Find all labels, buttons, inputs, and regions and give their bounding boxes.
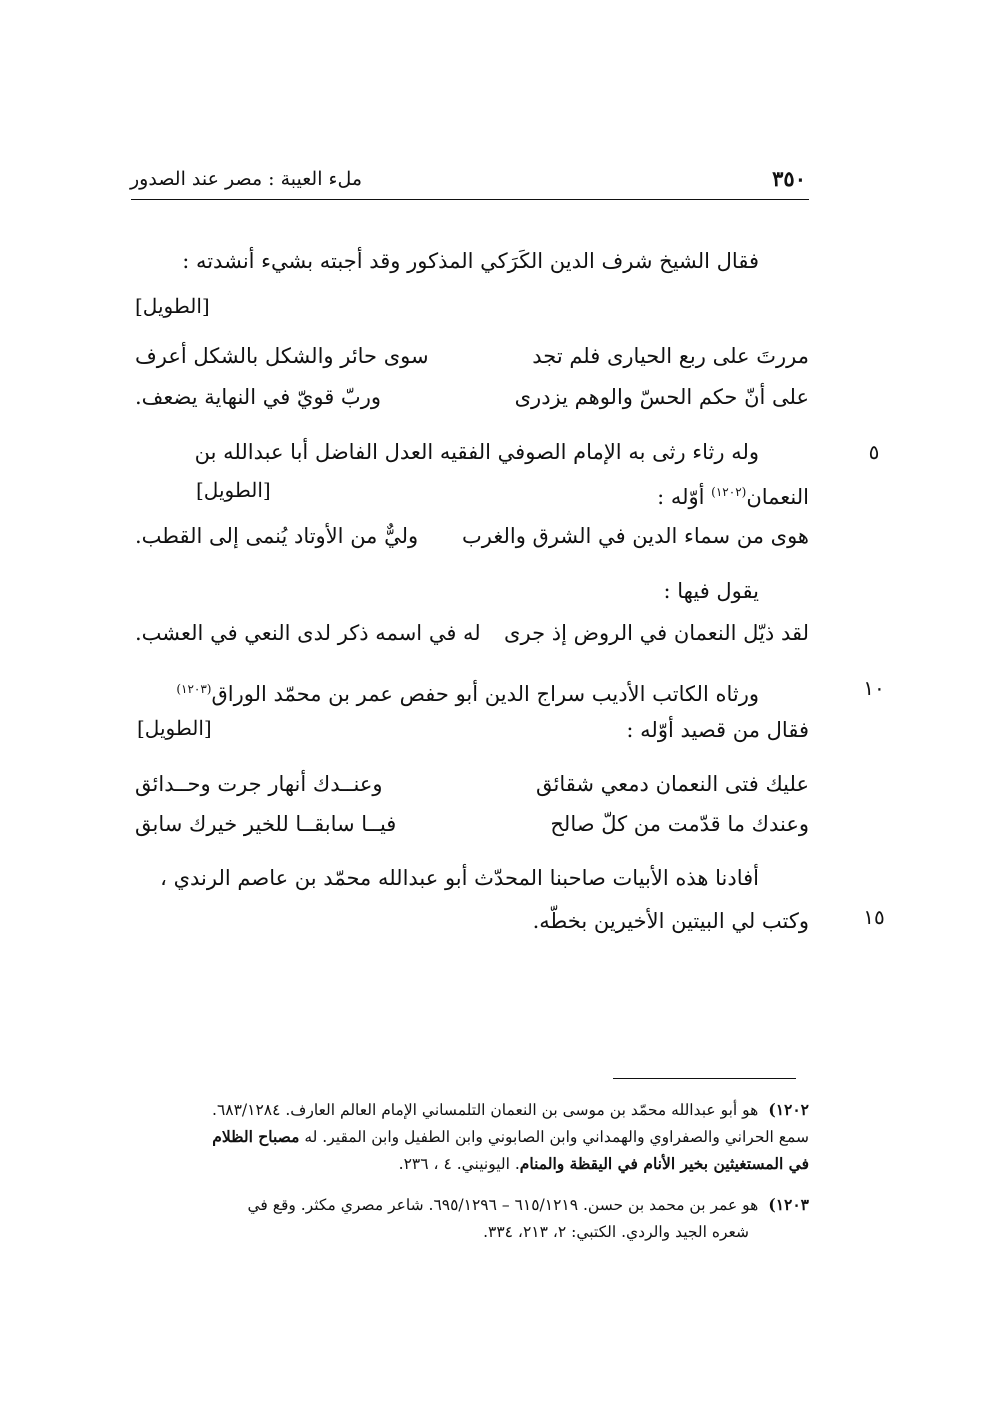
text-segment: النعمان — [746, 485, 809, 509]
book-title: في المستغيثين بخير الأنام في اليقظة والمنام — [519, 1154, 809, 1173]
hemistich-first: وعندك ما قدّمت من كلّ صالح — [550, 812, 809, 836]
verse-line — [131, 812, 809, 844]
paragraph-line: أفادنا هذه الأبيات صاحبنا المحدّث أبو عبدالله محمّد بن عاصم الرندي ، — [160, 866, 759, 890]
footnote-text: . اليونيني. ٤ ، ٢٣٦. — [398, 1155, 520, 1173]
text-segment: ورثاه الكاتب الأديب سراج الدين أبو حفص عمر بن محمّد الوراق — [211, 682, 759, 706]
meter-label: [الطويل] — [137, 716, 212, 740]
verse-line — [131, 524, 809, 556]
verse-line — [131, 344, 809, 376]
footnote-text: هو عمر بن محمد بن حسن. ٦١٥/١٢١٩ – ٦٩٥/١٢٩٦. شاعر مصري مكثر. وقع في — [247, 1196, 759, 1214]
verse-line — [131, 621, 809, 653]
meter-label: [الطويل] — [196, 478, 271, 502]
hemistich-first: عليك فتى النعمان دمعي شقائق — [536, 772, 809, 796]
text-segment: أوّله : — [657, 485, 712, 509]
hemistich-second: وعنــدك أنهار جرت وحــدائق — [135, 772, 383, 796]
footnote-line: شعره الجيد والردي. الكتبي: ٢، ٢١٣، ٣٣٤. — [483, 1223, 749, 1241]
footnote-ref[interactable]: (١٢٠٣) — [176, 682, 212, 696]
header-rule — [131, 199, 809, 200]
line-number: ١٥ — [863, 905, 885, 929]
hemistich-second: وليٌّ من الأوتاد يُنمى إلى القطب. — [135, 524, 419, 548]
footnote-line — [131, 1151, 809, 1177]
footnote-number: ١٢٠٣) — [768, 1195, 809, 1214]
hemistich-first: لقد ذيّل النعمان في الروض إذ جرى — [504, 621, 809, 645]
paragraph-line: وكتب لي البيتين الأخيرين بخطّه. — [532, 909, 809, 933]
hemistich-first: هوى من سماء الدين في الشرق والغرب — [462, 524, 809, 548]
running-title: ملء العيبة : مصر عند الصدور — [130, 168, 363, 190]
verse-line — [131, 772, 809, 804]
paragraph-line: وله رثاء رثى به الإمام الصوفي الفقيه العدل الفاضل أبا عبدالله بن — [194, 440, 759, 464]
footnote-ref[interactable]: (١٢٠٢) — [711, 485, 747, 499]
hemistich-first: على أنّ حكم الحسّ والوهم يزدرى — [514, 385, 809, 409]
hemistich-second: له في اسمه ذكر لدى النعي في العشب. — [135, 621, 481, 645]
book-title: مصباح الظلام — [212, 1127, 300, 1146]
meter-label: [الطويل] — [135, 294, 210, 318]
hemistich-first: مررتَ على ربع الحيارى فلم تجد — [532, 344, 809, 368]
footnote-text: هو أبو عبدالله محمّد بن موسى بن النعمان التلمساني الإمام العالم العارف. ٦٨٣/١٢٨٤. — [212, 1101, 759, 1119]
paragraph-line: فقال الشيخ شرف الدين الكَرَكي المذكور وقد أجبته بشيء أنشدته : — [182, 249, 759, 273]
line-number: ٥ — [868, 440, 880, 464]
footnote-rule — [613, 1078, 796, 1079]
page-number: ٣٥٠ — [772, 166, 806, 191]
footnote-line — [131, 1097, 809, 1123]
paragraph-line — [131, 674, 809, 709]
line-number: ١٠ — [863, 676, 885, 700]
paragraph-line: يقول فيها : — [663, 579, 759, 603]
footnote-text: سمع الحراني والصفراوي والهمداني وابن الصابوني وابن الطفيل وابن المقير. له — [299, 1128, 809, 1146]
footnote-line — [131, 1192, 809, 1218]
footnote-number: ١٢٠٢) — [768, 1100, 809, 1119]
footnote-line — [131, 1124, 809, 1150]
hemistich-second: وربّ قويّ في النهاية يضعف. — [135, 385, 381, 409]
hemistich-second: سوى حائر والشكل بالشكل أعرف — [135, 344, 429, 368]
paragraph-line: فقال من قصيد أوّله : — [626, 718, 809, 742]
hemistich-second: فيــا سابقــا للخير خيرك سابق — [135, 812, 397, 836]
verse-line — [131, 385, 809, 417]
